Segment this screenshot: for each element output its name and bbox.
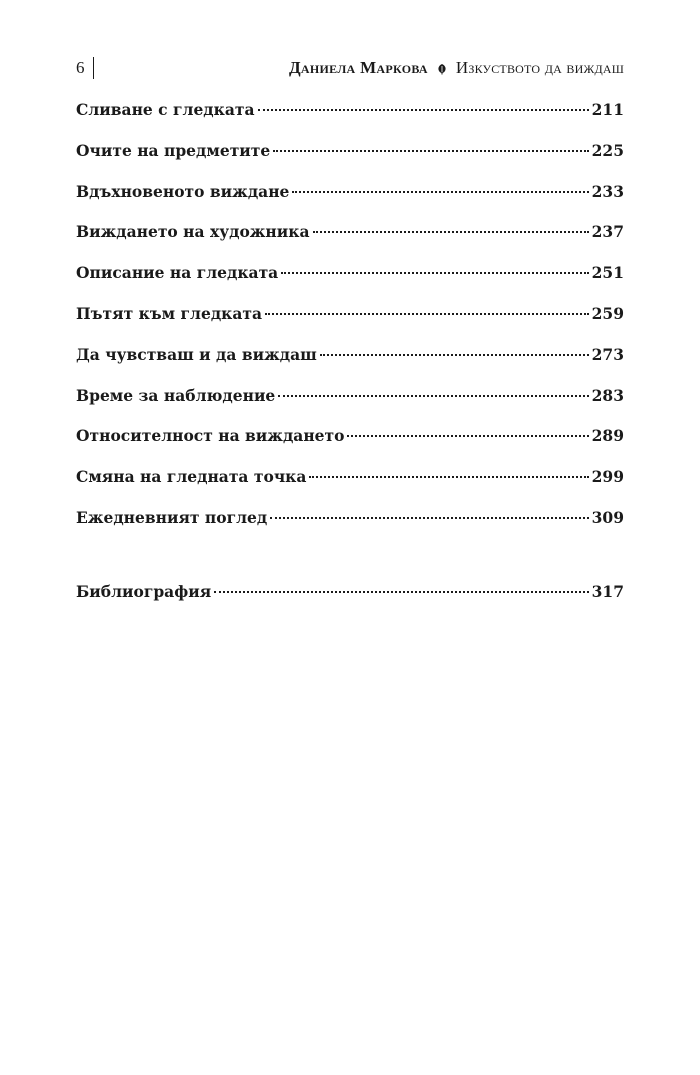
toc-entry[interactable]: [76, 263, 624, 304]
toc-entry-page: 237: [591, 222, 624, 242]
dot-leader: [320, 354, 589, 356]
toc-entry-title: Сливане с гледката: [76, 100, 255, 119]
dot-leader: [214, 591, 588, 593]
dot-leader: [265, 313, 589, 315]
dot-leader: [258, 109, 589, 111]
running-header: [76, 56, 624, 80]
folio-divider: [93, 57, 94, 79]
toc-entry-title: Смяна на гледната точка: [76, 467, 307, 487]
author-name: Даниела Маркова: [288, 58, 428, 77]
dot-leader: [313, 231, 589, 233]
toc-entry[interactable]: [76, 182, 624, 223]
toc-entry-title: Описание на гледката: [76, 263, 279, 283]
dot-leader: [281, 272, 588, 274]
toc-entry[interactable]: [76, 386, 624, 427]
dot-leader: [309, 476, 588, 478]
toc-entry-title: Относителност на виждането: [76, 426, 345, 446]
toc-entry[interactable]: [76, 508, 624, 549]
dot-leader: [347, 435, 588, 437]
folio: [76, 57, 94, 79]
toc-entry[interactable]: [76, 304, 624, 345]
toc-entry-page: 225: [591, 140, 624, 160]
toc-entry-title: Библиография: [76, 582, 212, 601]
toc-entry-title: Ежедневният поглед: [76, 507, 268, 527]
toc-entry-page: 251: [591, 263, 624, 283]
toc-entry-title: Очите на предметите: [76, 140, 271, 160]
toc-entry-page: 283: [591, 385, 624, 405]
toc-entry-title: Пътят към гледката: [76, 303, 263, 323]
toc-entry-page: 289: [591, 426, 624, 446]
toc-entry[interactable]: [76, 100, 624, 141]
toc-entry-page: 317: [591, 582, 624, 601]
toc-entry-page: 299: [591, 467, 624, 487]
toc-entry[interactable]: [76, 467, 624, 508]
toc-entry-page: 259: [591, 303, 624, 323]
back-matter: [76, 582, 624, 623]
book-title: Изкуството да виждаш: [455, 58, 624, 77]
toc-entry-page: 309: [591, 507, 624, 527]
toc-entry[interactable]: [76, 345, 624, 386]
page-number: 6: [76, 58, 85, 77]
toc-entry-title: Да чувстваш и да виждаш: [76, 344, 317, 364]
table-of-contents: [76, 100, 624, 549]
toc-entry-page: 211: [591, 100, 624, 119]
header-right: [289, 58, 624, 78]
toc-entry-title: Виждането на художника: [76, 222, 310, 242]
dot-leader: [292, 191, 588, 193]
toc-entry-title: Вдъхновеното виждане: [76, 181, 290, 201]
dot-leader: [270, 517, 588, 519]
toc-entry-title: Време за наблюдение: [76, 385, 276, 405]
toc-entry[interactable]: [76, 426, 624, 467]
toc-entry[interactable]: [76, 222, 624, 263]
toc-entry-page: 233: [591, 181, 624, 201]
dot-leader: [273, 150, 588, 152]
toc-entry-page: 273: [591, 344, 624, 364]
toc-entry-bibliography[interactable]: [76, 582, 624, 623]
leaf-icon: [436, 62, 448, 74]
dot-leader: [278, 395, 588, 397]
toc-entry[interactable]: [76, 141, 624, 182]
